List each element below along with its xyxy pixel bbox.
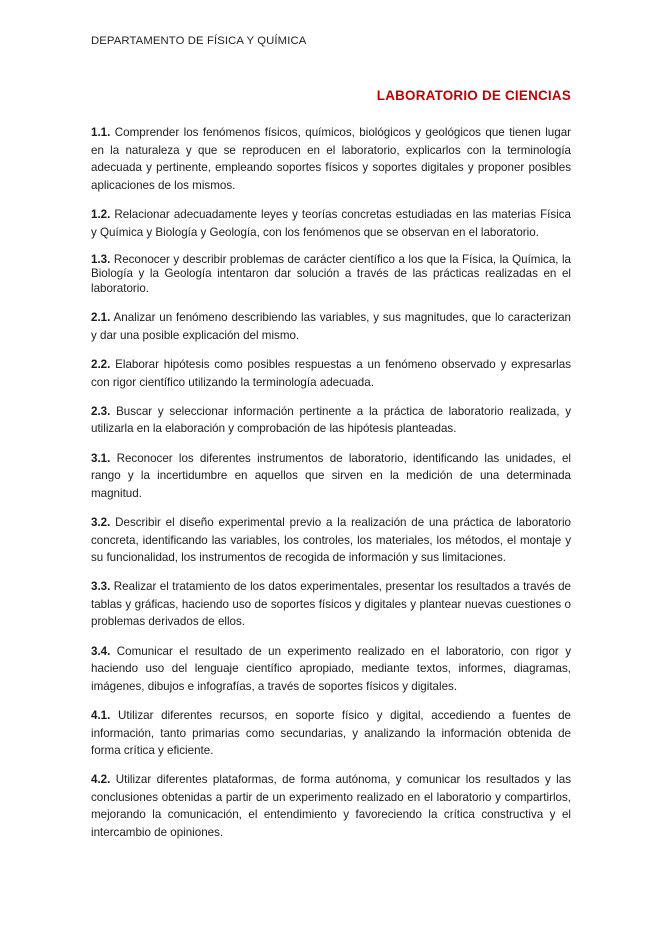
criterion-number: 2.1. (91, 311, 111, 325)
criterion-34 (91, 643, 571, 696)
criterion-text: Buscar y seleccionar información pertinente a la práctica de laboratorio realizada, y utilizarla en la elaboración y comprobación de las hipótesis planteadas. (91, 404, 571, 436)
criterion-number: 3.3. (91, 580, 111, 594)
criterion-12 (91, 206, 571, 241)
criterion-text: Reconocer los diferentes instrumentos de laboratorio, identificando las unidades, el rango y la incertidumbre en aquellos que sirven en la medición de una determinada magnitud. (91, 451, 571, 500)
criterion-13 (91, 253, 571, 297)
document-content (91, 0, 571, 853)
criterion-text: Relacionar adecuadamente leyes y teorías concretas estudiadas en las materias Física y Química y Biología y Geología, con los fenómenos que se observan en el laboratorio. (91, 207, 571, 239)
criterion-text: Describir el diseño experimental previo a la realización de una práctica de laboratorio concreta, identificando las variables, los controles, los materiales, los métodos, el montaje y su funcionalidad, los instrumentos de recogida de información y sus limitaciones. (91, 515, 571, 565)
criterion-11 (91, 124, 571, 194)
criterion-41 (91, 707, 571, 760)
criterion-number: 3.4. (91, 644, 111, 658)
criterion-number: 2.2. (91, 358, 111, 372)
criterion-number: 4.1. (91, 708, 111, 722)
criterion-number: 1.2. (91, 207, 111, 221)
criterion-31 (91, 450, 571, 503)
criterion-32 (91, 514, 571, 567)
criterion-text: Realizar el tratamiento de los datos experimentales, presentar los resultados a través de tablas y gráficas, haciendo uso de soportes físicos y digitales y plantear nuevas cuestiones o problemas derivados de ellos. (91, 580, 571, 629)
criterion-text: Analizar un fenómeno describiendo las variables, y sus magnitudes, que lo caracterizan y dar una posible explicación del mismo. (91, 311, 571, 343)
criterion-text: Reconocer y describir problemas de carácter científico a los que la Física, la Química, la Biología y la Geología intentaron dar solución a través de las prácticas realizadas en el laboratorio. (91, 252, 571, 295)
criterion-22 (91, 356, 571, 391)
criterion-text: Comunicar el resultado de un experimento realizado en el laboratorio, con rigor y haciendo uso del lenguaje científico apropiado, mediante textos, informes, diagramas, imágenes, dibujos e infografías, a través de soportes físicos y digitales. (91, 644, 571, 693)
criterion-number: 3.2. (91, 515, 111, 529)
criterion-number: 2.3. (91, 404, 111, 418)
criterion-number: 1.1. (91, 126, 111, 139)
criterion-number: 3.1. (91, 451, 111, 465)
criterion-number: 1.3. (91, 252, 111, 266)
criterion-text: Elaborar hipótesis como posibles respuestas a un fenómeno observado y expresarlas con rigor científico utilizando la terminología adecuada. (91, 358, 571, 389)
criterion-text: Utilizar diferentes recursos, en soporte físico y digital, accediendo a fuentes de información, tanto primarias como secundarias, y analizando la información obtenida de forma crítica y eficiente. (91, 708, 571, 758)
page-title: LABORATORIO DE CIENCIAS (376, 88, 571, 103)
criterion-23 (91, 403, 571, 438)
department-header: DEPARTAMENTO DE FÍSICA Y QUÍMICA (91, 35, 307, 47)
criterion-42 (91, 771, 571, 841)
criterion-text: Utilizar diferentes plataformas, de forma autónoma, y comunicar los resultados y las conclusiones obtenidas a partir de un experimento realizado en el laboratorio y compartirlos, mejorando la comunicación, el entendimiento y favoreciendo la crítica constructiva y el intercambio de opiniones. (91, 773, 571, 840)
criterion-21 (91, 309, 571, 344)
criteria-list (91, 124, 571, 842)
criterion-text: Comprender los fenómenos físicos, químicos, biológicos y geológicos que tienen lugar en la naturaleza y que se reproducen en el laboratorio, explicarlos con la terminología adecuada y pertinente, empleando soportes físicos y soportes digitales y proponer posibles aplicaciones de los mismos. (91, 126, 571, 192)
criterion-33 (91, 578, 571, 631)
criterion-number: 4.2. (91, 773, 111, 787)
